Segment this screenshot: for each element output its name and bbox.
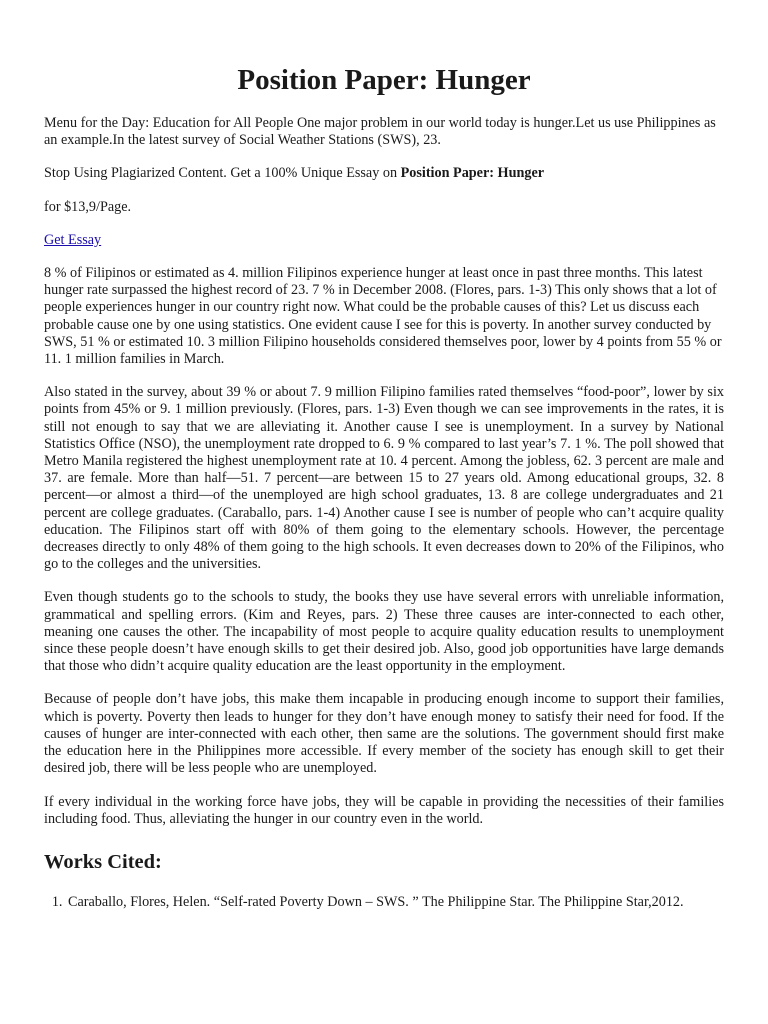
works-cited-heading: Works Cited: [44, 850, 162, 873]
document-body [44, 115, 724, 911]
promo-prefix: Stop Using Plagiarized Content. Get a 100% Unique Essay on [44, 165, 401, 182]
promo-price: for $13,9/Page. [44, 198, 132, 215]
body-paragraph-1: 8 % of Filipinos or estimated as 4. million Filipinos experience hunger at least once in past three months. This latest hunger rate surpassed the highest record of 23. 7 % in December 2008. (Flores, pars. 1-3) This only shows that a lot of people experiences hunger in our country right now. What could be the probable causes of this? Let us discuss each probable cause one by one using statistics. One evident cause I see for this is poverty. In another survey conducted by SWS, 51 % or estimated 10. 3 million Filipino households considered themselves poor, lower by 4 points from 55 % or 11. 1 million families in March. [44, 265, 722, 368]
works-cited-item: 1. Caraballo, Flores, Helen. “Self-rated Poverty Down – SWS. ” The Philippine Star. The Philippine Star,2012. [66, 894, 724, 911]
intro-paragraph: Menu for the Day: Education for All People One major problem in our world today is hunger.Let us use Philippines as an example.In the latest survey of Social Weather Stations (SWS), 23. [44, 115, 716, 149]
page-title: Position Paper: Hunger [237, 64, 531, 96]
promo-bold-title: Position Paper: Hunger [400, 165, 545, 182]
body-paragraph-2: Also stated in the survey, about 39 % or about 7. 9 million Filipino families rated themselves “food-poor”, lower by six points from 45% or 9. 1 million previously. (Flores, pars. 1-3) Even though we can see improvements in the rates, it is still not enough to say that we are alleviating it. Another cause I see is unemployment. In a survey by National Statistics Office (NSO), the unemployment rate dropped to 6. 9 % compared to last year’s 7. 1 %. The poll showed that Metro Manila registered the highest unemployment rate at 10. 4 percent. Among the jobless, 62. 3 percent are male and 37. are female. More than half—51. 7 percent—are between 15 to 27 years old. Among educational groups, 32. 8 percent—or almost a third—of the unemployed are high school graduates, 13. 8 are college undergraduates and 21 percent are college graduates. (Caraballo, pars. 1-4) Another cause I see is number of people who can’t acquire quality education. The Filipinos start off with 80% of them going to the elementary schools. However, the percentage decreases directly to only 48% of them going to the high schools. It even decreases down to 20% of the Filipinos, who go to the colleges and the universities. [44, 384, 724, 573]
get-essay-line [44, 232, 724, 249]
works-cited-list [44, 894, 724, 911]
body-paragraph-3: Even though students go to the schools to study, the books they use have several errors with unreliable information, grammatical and spelling errors. (Kim and Reyes, pars. 2) These three causes are inter-connected to each other, meaning one causes the other. The incapability of most people to acquire quality education results to unemployment since these people doesn’t have enough skills to get their desired job. Also, good job opportunities have large demands that those who didn’t acquire quality education are the least opportunity in the employment. [44, 589, 724, 675]
promo-line [44, 165, 724, 182]
body-paragraph-5: If every individual in the working force have jobs, they will be capable in providing the necessities of their families including food. Thus, alleviating the hunger in our country even in the world. [44, 793, 724, 827]
body-paragraph-4: Because of people don’t have jobs, this make them incapable in producing enough income to support their families, which is poverty. Poverty then leads to hunger for they don’t have enough money to satisfy their need for food. If the causes of hunger are inter-connected with each other, then same are the solutions. The government should first make the education here in the Philippines more accessible. If every member of the society has enough skill to get their desired job, there will be less people who are unemployed. [44, 691, 724, 777]
get-essay-link[interactable]: Get Essay [44, 231, 102, 248]
